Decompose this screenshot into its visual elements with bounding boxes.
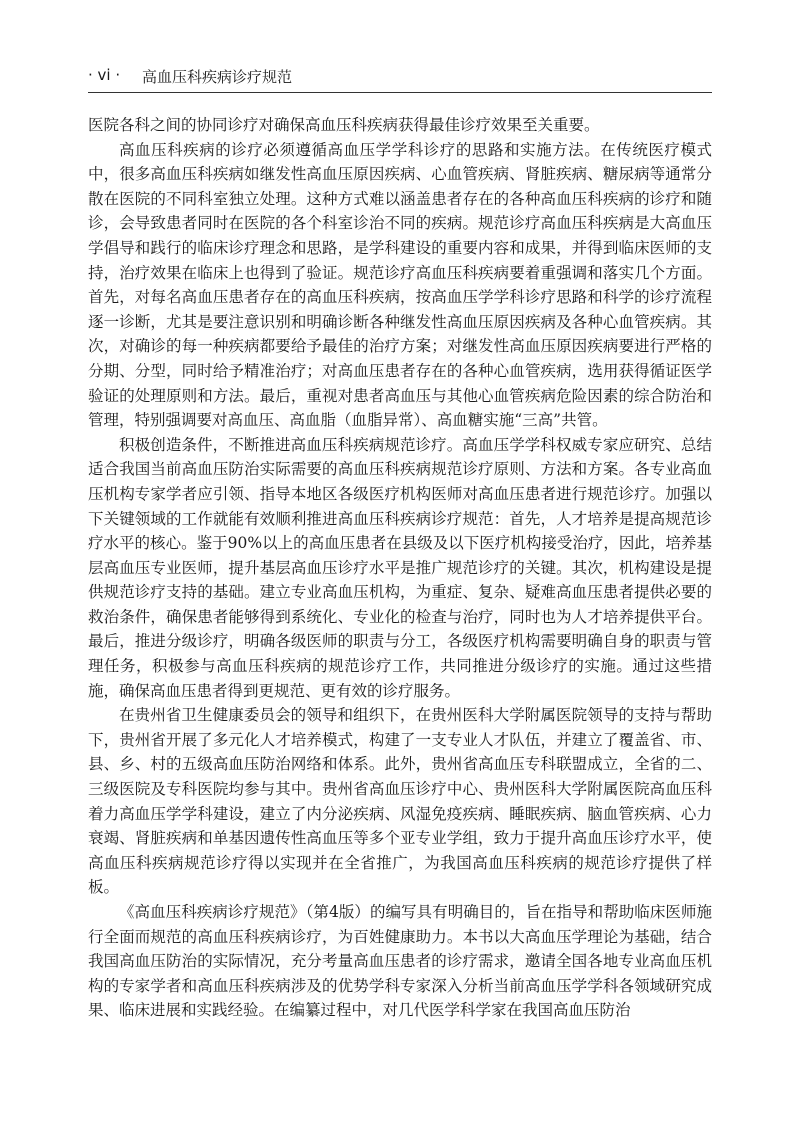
paragraph-continued: 医院各科之间的协同诊疗对确保高血压科疾病获得最佳诊疗效果至关重要。 <box>88 116 600 134</box>
paragraph: 《高血压科疾病诊疗规范》（第4版）的编写具有明确目的，旨在指导和帮助临床医师施行全面而规范的高血压科疾病诊疗，为百姓健康助力。本书以大高血压学理论为基础，结合我国高血压防治的实际情况，充分考量高血压患者的诊疗需求，邀请全国各地专业高血压机构的专家学者和高血压科疾病涉及的优势学科专家深入分析当前高血压学学科各领域研究成果、临床进展和实践经验。在编纂过程中，对几代医学科学家在我国高血压防治 <box>88 903 712 1020</box>
paragraph: 高血压科疾病的诊疗必须遵循高血压学学科诊疗的思路和实施方法。在传统医疗模式中，很多高血压科疾病如继发性高血压原因疾病、心血管疾病、肾脏疾病、糖尿病等通常分散在医院的不同科室独立处理。这种方式难以涵盖患者存在的各种高血压科疾病的诊疗和随诊，会导致患者同时在医院的各个科室诊治不同的疾病。规范诊疗高血压科疾病是大高血压学倡导和践行的临床诊疗理念和思路，是学科建设的重要内容和成果，并得到临床医师的支持，治疗效果在临床上也得到了验证。规范诊疗高血压科疾病要着重强调和落实几个方面。首先，对每名高血压患者存在的高血压科疾病，按高血压学学科诊疗思路和科学的诊疗流程逐一诊断，尤其是要注意识别和明确诊断各种继发性高血压原因疾病及各种心血管疾病。其次，对确诊的每一种疾病都要给予最佳的治疗方案；对继发性高血压原因疾病要进行严格的分期、分型，同时给予精准治疗；对高血压患者存在的各种心血管疾病，选用获得循证医学验证的处理原则和方法。最后，重视对患者高血压与其他心血管疾病危险因素的综合防治和管理，特别强调要对高血压、高血脂（血脂异常）、高血糖实施“三高”共管。 <box>88 140 712 430</box>
body-text <box>88 113 712 1023</box>
paragraph: 在贵州省卫生健康委员会的领导和组织下，在贵州医科大学附属医院领导的支持与帮助下，贵州省开展了多元化人才培养模式，构建了一支专业人才队伍，并建立了覆盖省、市、县、乡、村的五级高血压防治网络和体系。此外，贵州省高血压专科联盟成立，全省的二、三级医院及专科医院均参与其中。贵州省高血压诊疗中心、贵州医科大学附属医院高血压科着力高血压学学科建设，建立了内分泌疾病、风湿免疫疾病、睡眠疾病、脑血管疾病、心力衰竭、肾脏疾病和单基因遗传性高血压等多个亚专业学组，致力于提升高血压诊疗水平，使高血压科疾病规范诊疗得以实现并在全省推广，为我国高血压科疾病的规范诊疗提供了样板。 <box>88 706 712 897</box>
running-title: 高血压科疾病诊疗规范 <box>142 68 293 86</box>
page-header <box>88 64 712 93</box>
paragraph: 积极创造条件，不断推进高血压科疾病规范诊疗。高血压学学科权威专家应研究、总结适合我国当前高血压防治实际需要的高血压科疾病规范诊疗原则、方法和方案。各专业高血压机构专家学者应引领、指导本地区各级医疗机构医师对高血压患者进行规范诊疗。加强以下关键领域的工作就能有效顺利推进高血压科疾病诊疗规范：首先，人才培养是提高规范诊疗水平的核心。鉴于90%以上的高血压患者在县级及以下医疗机构接受治疗，因此，培养基层高血压专业医师，提升基层高血压诊疗水平是推广规范诊疗的关键。其次，机构建设是提供规范诊疗支持的基础。建立专业高血压机构，为重症、复杂、疑难高血压患者提供必要的救治条件，确保患者能够得到系统化、专业化的检查与治疗，同时也为人才培养提供平台。最后，推进分级诊疗，明确各级医师的职责与分工，各级医疗机构需要明确自身的职责与管理任务，积极参与高血压科疾病的规范诊疗工作，共同推进分级诊疗的实施。通过这些措施，确保高血压患者得到更规范、更有效的诊疗服务。 <box>88 435 712 700</box>
page-number: · vi · <box>88 66 121 84</box>
